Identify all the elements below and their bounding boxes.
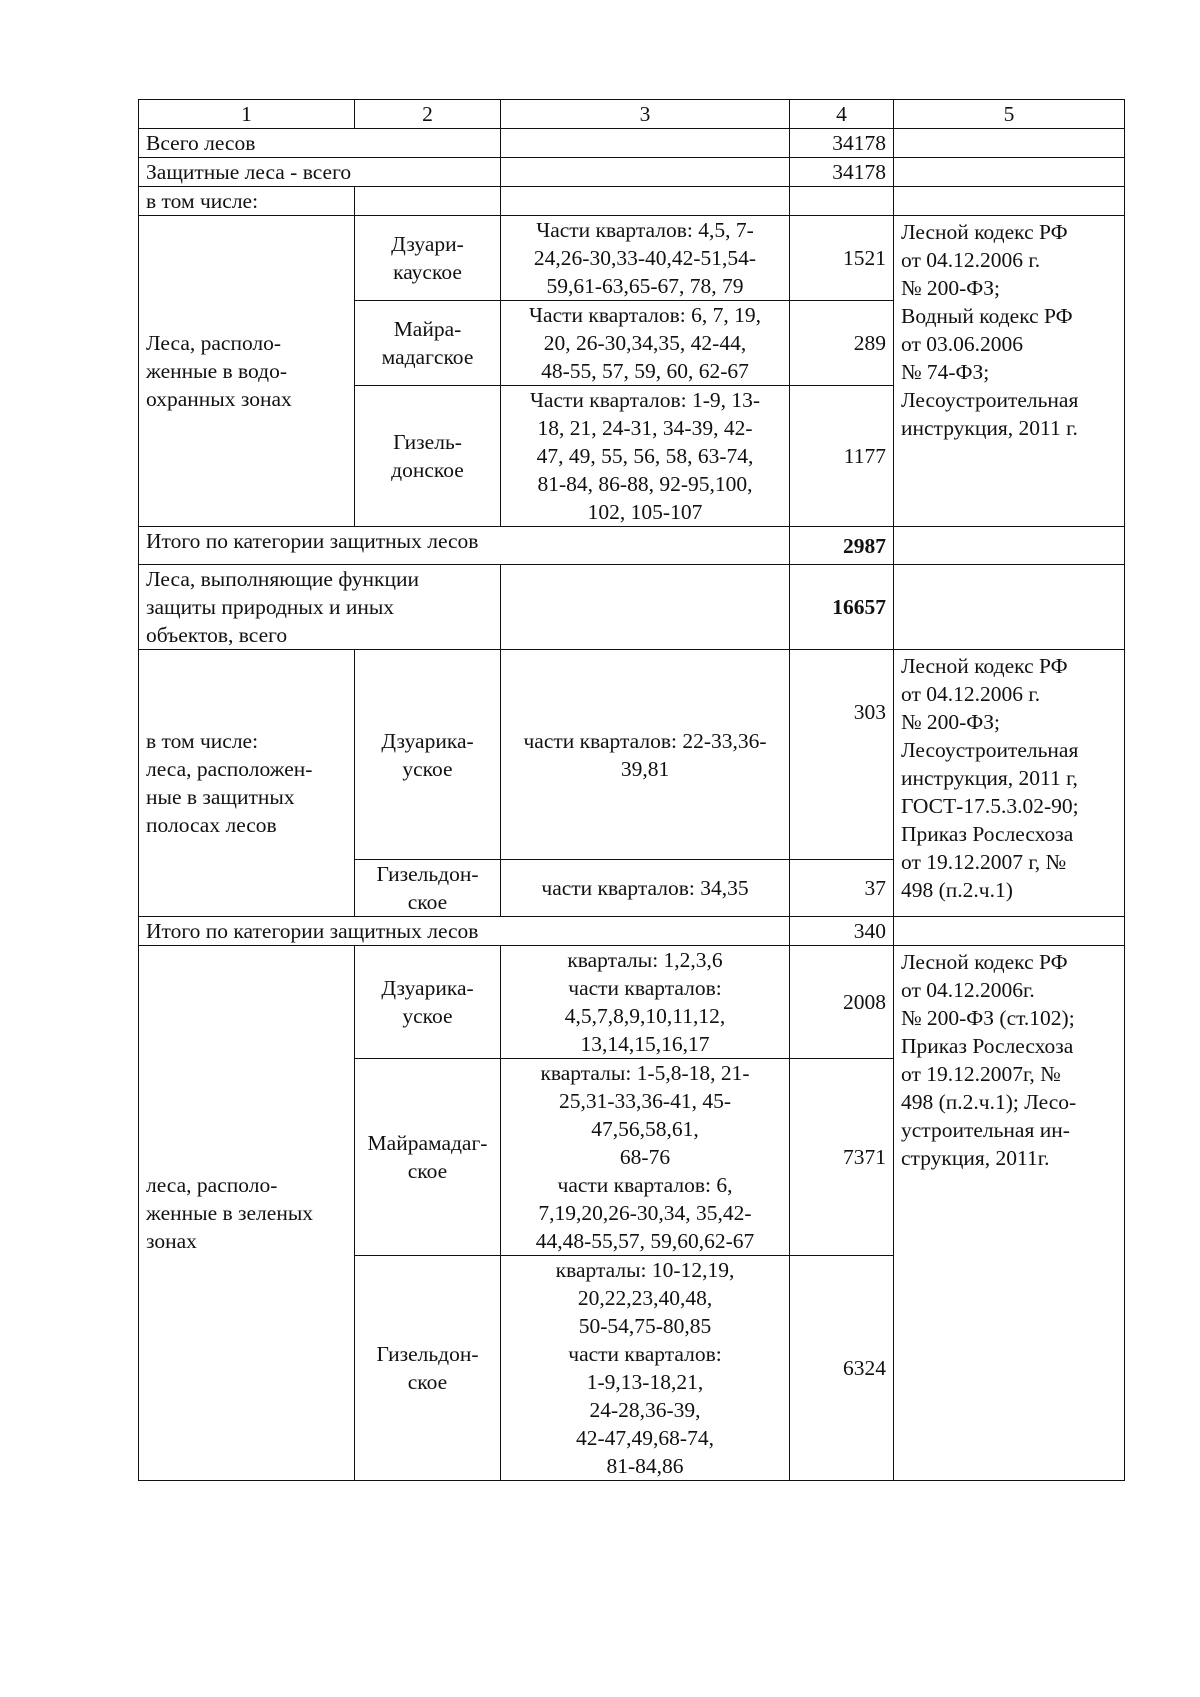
district-name: Дзуарика- уское	[355, 946, 501, 1059]
district-area: 2008	[790, 946, 894, 1059]
empty-cell	[501, 565, 790, 650]
subtotal-value: 2987	[790, 527, 894, 565]
district-area: 6324	[790, 1256, 894, 1481]
protection-functions-label: Леса, выполняющие функции защиты природных и иных объектов, всего	[139, 565, 501, 650]
table-row	[139, 129, 1125, 158]
district-area: 1521	[790, 216, 894, 301]
empty-cell	[894, 158, 1125, 187]
empty-cell	[355, 187, 501, 216]
district-area: 37	[790, 860, 894, 917]
district-name: Майра- мадагское	[355, 301, 501, 386]
protective-total-value: 34178	[790, 158, 894, 187]
water-zones-label: Леса, располо- женные в водо- охранных зонах	[139, 216, 355, 527]
empty-cell	[501, 158, 790, 187]
district-quarters: кварталы: 1,2,3,6 части кварталов: 4,5,7,8,9,10,11,12, 13,14,15,16,17	[501, 946, 790, 1059]
table-row	[139, 650, 1125, 860]
header-col-3: 3	[501, 100, 790, 129]
district-name: Дзуари- кауское	[355, 216, 501, 301]
district-quarters: Части кварталов: 4,5, 7- 24,26-30,33-40,42-51,54- 59,61-63,65-67, 78, 79	[501, 216, 790, 301]
table-row	[139, 917, 1125, 946]
including-label: в том числе:	[139, 187, 355, 216]
district-quarters: Части кварталов: 6, 7, 19, 20, 26-30,34,35, 42-44, 48-55, 57, 59, 60, 62-67	[501, 301, 790, 386]
district-area: 289	[790, 301, 894, 386]
table-row	[139, 158, 1125, 187]
empty-cell	[894, 187, 1125, 216]
header-row	[139, 100, 1125, 129]
table-row	[139, 565, 1125, 650]
district-quarters: Части кварталов: 1-9, 13- 18, 21, 24-31, 34-39, 42- 47, 49, 55, 56, 58, 63-74, 81-84, 86-88, 92-95,100, 102, 105-107	[501, 386, 790, 527]
table-row	[139, 216, 1125, 301]
header-col-1: 1	[139, 100, 355, 129]
empty-cell	[790, 187, 894, 216]
empty-cell	[894, 129, 1125, 158]
water-zones-legal-basis: Лесной кодекс РФ от 04.12.2006 г. № 200-ФЗ; Водный кодекс РФ от 03.06.2006 № 74-ФЗ; Лесоустроительная инструкция, 2011 г.	[894, 216, 1125, 527]
district-quarters: кварталы: 1-5,8-18, 21- 25,31-33,36-41, 45- 47,56,58,61, 68-76 части кварталов: 6, 7,19,20,26-30,34, 35,42- 44,48-55,57, 59,60,62-67	[501, 1059, 790, 1256]
empty-cell	[501, 129, 790, 158]
district-area: 1177	[790, 386, 894, 527]
empty-cell	[501, 187, 790, 216]
district-name: Гизельдон- ское	[355, 860, 501, 917]
total-forests-label: Всего лесов	[139, 129, 501, 158]
table-row	[139, 946, 1125, 1059]
subtotal-value: 340	[790, 917, 894, 946]
header-col-2: 2	[355, 100, 501, 129]
protective-strips-label: в том числе: леса, расположен- ные в защитных полосах лесов	[139, 650, 355, 917]
district-area: 303	[790, 650, 894, 860]
header-col-4: 4	[790, 100, 894, 129]
district-quarters: кварталы: 10-12,19, 20,22,23,40,48, 50-54,75-80,85 части кварталов: 1-9,13-18,21, 24-28,36-39, 42-47,49,68-74, 81-84,86	[501, 1256, 790, 1481]
protective-total-label: Защитные леса - всего	[139, 158, 501, 187]
empty-cell	[894, 917, 1125, 946]
district-quarters: части кварталов: 34,35	[501, 860, 790, 917]
empty-cell	[894, 565, 1125, 650]
district-area: 7371	[790, 1059, 894, 1256]
green-zones-label: леса, располо- женные в зеленых зонах	[139, 946, 355, 1481]
total-forests-value: 34178	[790, 129, 894, 158]
district-quarters: части кварталов: 22-33,36- 39,81	[501, 650, 790, 860]
subtotal-label: Итого по категории защитных лесов	[139, 917, 790, 946]
district-name: Гизельдон- ское	[355, 1256, 501, 1481]
header-col-5: 5	[894, 100, 1125, 129]
green-zones-legal-basis: Лесной кодекс РФ от 04.12.2006г. № 200-ФЗ (ст.102); Приказ Рослесхоза от 19.12.2007г, № 498 (п.2.ч.1); Лесо- устроительная ин- струкция, 2011г.	[894, 946, 1125, 1481]
empty-cell	[894, 527, 1125, 565]
protective-strips-legal-basis: Лесной кодекс РФ от 04.12.2006 г. № 200-ФЗ; Лесоустроительная инструкция, 2011 г, ГОСТ-17.5.3.02-90; Приказ Рослесхоза от 19.12.2007 г, № 498 (п.2.ч.1)	[894, 650, 1125, 917]
district-name: Дзуарика- уское	[355, 650, 501, 860]
subtotal-label: Итого по категории защитных лесов	[139, 527, 790, 565]
forest-categories-table	[138, 99, 1125, 1481]
district-name: Майрамадаг- ское	[355, 1059, 501, 1256]
table-row	[139, 187, 1125, 216]
district-name: Гизель- донское	[355, 386, 501, 527]
table-row	[139, 527, 1125, 565]
protection-functions-value: 16657	[790, 565, 894, 650]
